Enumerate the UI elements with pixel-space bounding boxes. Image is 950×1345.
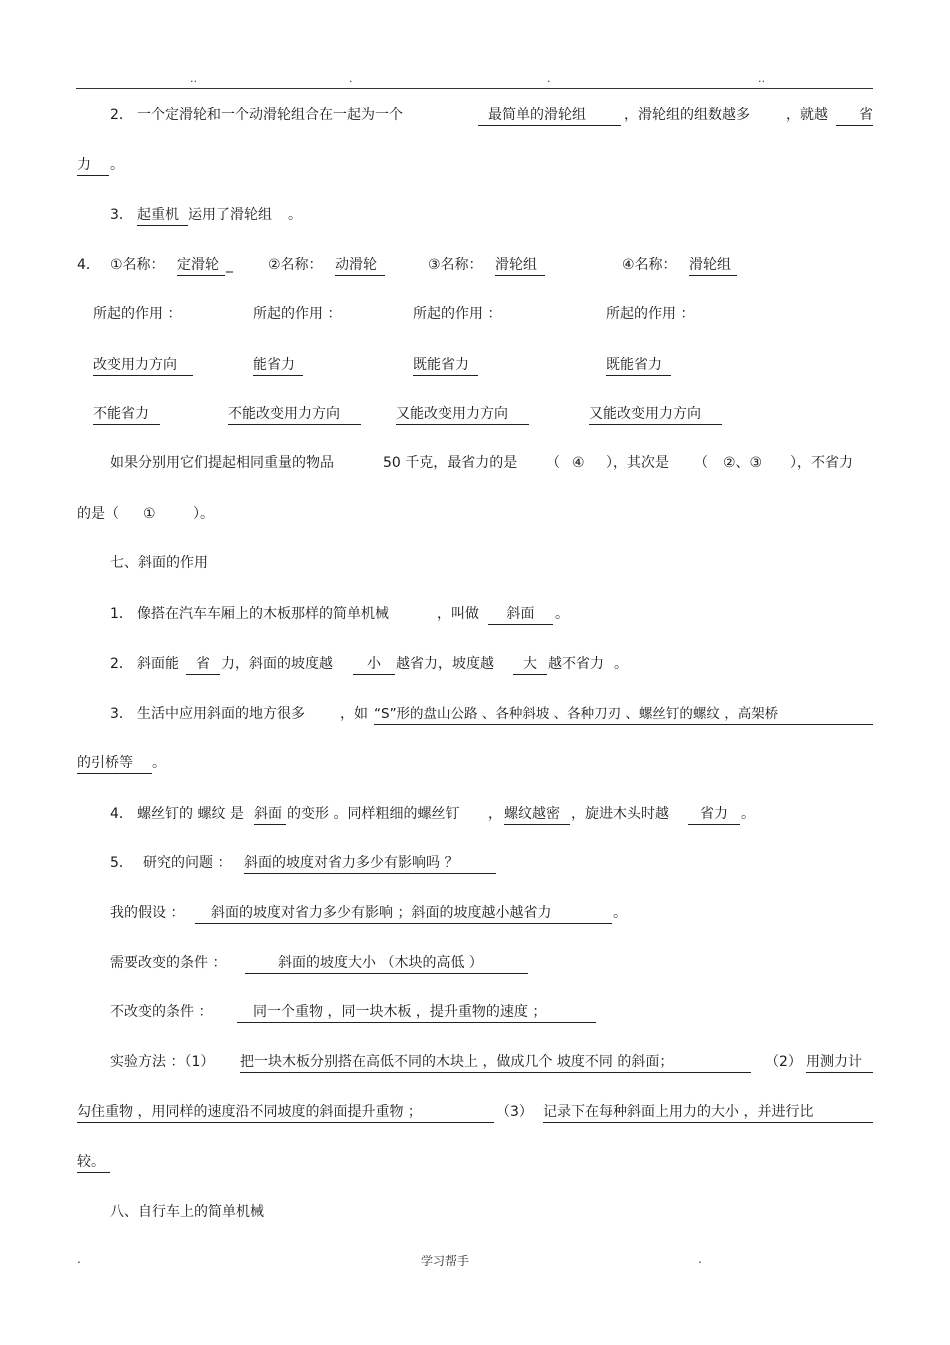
- q4-item-2-name: 动滑轮: [335, 256, 385, 276]
- q4-item-3-name: 滑轮组: [495, 256, 545, 276]
- s7q5-change-label: 需要改变的条件 ：: [110, 955, 227, 971]
- s7q5-question: 斜面的坡度对省力多少有影响吗 ？: [244, 854, 496, 874]
- q4-item-3-role-label: 所起的作用 ：: [413, 306, 502, 322]
- s7q5-method-2a: 用测力计: [806, 1053, 873, 1073]
- q4-answer-next: ②、③: [723, 455, 763, 471]
- q4-item-3-role1: 既能省力: [413, 356, 478, 376]
- header-dot: .: [349, 72, 353, 85]
- q4-follow-text-a: 如果分别用它们提起相同重量的物品: [110, 455, 334, 471]
- s7q1-number: 1．: [110, 606, 133, 622]
- s7q1-answer: 斜面: [488, 605, 553, 625]
- s7q5-hypothesis-label: 我的假设 ：: [110, 905, 185, 921]
- header-rule: [76, 88, 873, 89]
- s7q3-end: 。: [152, 755, 166, 771]
- s7q4-text: 螺丝钉的 螺纹 是: [137, 806, 244, 822]
- q2-end: 。: [110, 157, 124, 173]
- s7q4-text-2: ，旋进木头时越: [571, 806, 669, 822]
- s7q5-change-condition: 斜面的坡度大小 （木块的高低 ）: [245, 954, 528, 974]
- s7q3-answer-2: 的引桥等: [77, 754, 152, 774]
- s7q1-text: 像搭在汽车车厢上的木板那样的简单机械: [137, 606, 389, 622]
- q4-item-3-label: ③名称：: [428, 257, 483, 273]
- q4-item-1-role2: 不能省力: [93, 405, 160, 425]
- s7q5-number: 5．: [110, 855, 133, 871]
- s7q4-text-1: 的变形 。同样粗细的螺丝钉: [287, 806, 460, 822]
- s7q3-text: 生活中应用斜面的地方很多: [137, 706, 305, 722]
- q4-item-4-label: ④名称：: [622, 257, 677, 273]
- s7q3-text-mid: ，如: [340, 706, 368, 722]
- q2-text: 一个定滑轮和一个动滑轮组合在一起为一个: [137, 107, 403, 123]
- q4-item-1-label: ①名称：: [110, 257, 165, 273]
- s7q5-method-2-label: （2）: [765, 1054, 802, 1070]
- q3-end: 。: [288, 207, 302, 223]
- s7q1-text-mid: ，叫做: [437, 606, 479, 622]
- s7q2-text-2: 越省力，坡度越: [396, 656, 494, 672]
- s7q2-text: 斜面能: [137, 656, 179, 672]
- s7q3-answer-1: “S”形的盘山公路 、各种斜坡 、各种刀刃 、螺丝钉的螺纹 ，高架桥: [374, 705, 873, 725]
- s7q2-text-1: 力，斜面的坡度越: [221, 656, 333, 672]
- s7q4-text-1b: ，: [488, 806, 502, 822]
- q2-answer-1: 最简单的滑轮组: [478, 106, 621, 126]
- q4-item-4-role2: 又能改变用力方向: [589, 405, 722, 425]
- s7q2-answer-1: 省: [186, 655, 220, 675]
- s7q2-answer-3: 大: [513, 655, 547, 675]
- s7q5-method-2b: 勾住重物 ，用同样的速度沿不同坡度的斜面提升重物 ；: [77, 1103, 494, 1123]
- q4-paren-close-3: ）。: [193, 506, 214, 522]
- q4-paren-open-2: （: [694, 455, 708, 471]
- s7q2-end: 。: [614, 656, 628, 672]
- q2-answer-2b: 力: [77, 156, 109, 176]
- q3-text: 运用了滑轮组: [188, 207, 272, 223]
- q2-text-mid2: ，就越: [786, 107, 828, 123]
- q2-text-mid: ，滑轮组的组数越多: [624, 107, 750, 123]
- s7q5-hypothesis-end: 。: [613, 905, 627, 921]
- q4-item-1-role-label: 所起的作用 ：: [93, 306, 182, 322]
- q4-paren-close-2: ），不省力: [790, 455, 853, 471]
- s7q5-hypothesis: 斜面的坡度对省力多少有影响 ；斜面的坡度越小越省力: [195, 904, 612, 924]
- s7q4-answer-2: 螺纹越密: [504, 805, 570, 825]
- s7q5-fixed-condition: 同一个重物 ，同一块木板 ，提升重物的速度 ；: [237, 1003, 596, 1023]
- header-dot: .: [547, 72, 551, 85]
- s7q4-number: 4．: [110, 806, 133, 822]
- q4-item-1-role1: 改变用力方向: [93, 356, 193, 376]
- s7q4-answer-1: 斜面: [254, 805, 286, 825]
- q4-paren-close-1: ），其次是: [606, 455, 669, 471]
- header-dot: ..: [190, 72, 197, 85]
- q4-item-4-role1: 既能省力: [606, 356, 671, 376]
- footer-center-text: 学习帮手: [421, 1254, 470, 1268]
- q2-answer-2a: 省: [836, 106, 873, 126]
- s7q1-end: 。: [555, 606, 569, 622]
- q4-number: 4．: [77, 257, 100, 273]
- q4-item-4-name: 滑轮组: [689, 256, 737, 276]
- s7q2-text-3: 越不省力: [548, 656, 604, 672]
- q3-number: 3．: [110, 207, 133, 223]
- s7q2-number: 2．: [110, 656, 133, 672]
- s7q4-end: 。: [741, 806, 755, 822]
- footer-right-dot: .: [698, 1252, 702, 1266]
- s7q5-method-3b: 较。: [77, 1153, 110, 1173]
- q4-item-3-role2: 又能改变用力方向: [396, 405, 529, 425]
- section-7-title: 七、斜面的作用: [110, 555, 208, 571]
- s7q5-method-3-label: （3）: [496, 1104, 533, 1120]
- s7q5-method-1: 把一块木板分别搭在高低不同的木块上 ，做成几个 坡度不同 的斜面；: [240, 1053, 751, 1073]
- q4-item-1-name: 定滑轮: [177, 256, 225, 276]
- q4-item-4-role-label: 所起的作用 ：: [606, 306, 695, 322]
- q4-follow-text-b: 50 千克，最省力的是: [383, 455, 518, 471]
- q4-item-2-role-label: 所起的作用 ：: [253, 306, 342, 322]
- section-8-title: 八、自行车上的简单机械: [110, 1204, 264, 1220]
- s7q3-number: 3．: [110, 706, 133, 722]
- q4-answer-most: ④: [572, 455, 585, 471]
- q4-paren-open-1: （: [546, 455, 560, 471]
- s7q5-fixed-label: 不改变的条件 ：: [110, 1004, 213, 1020]
- header-dot: ..: [758, 72, 765, 85]
- q4-follow2-text: 的是（: [77, 506, 119, 522]
- q4-item-2-role2: 不能改变用力方向: [228, 405, 361, 425]
- q4-item-2-role1: 能省力: [253, 356, 303, 376]
- footer-left-dot: .: [77, 1252, 81, 1266]
- q4-item-1-underscore: _: [226, 257, 233, 273]
- s7q5-question-label: 研究的问题 ：: [143, 855, 232, 871]
- q4-answer-least: ①: [143, 506, 156, 522]
- q2-number: 2．: [110, 107, 133, 123]
- s7q4-answer-3: 省力: [688, 805, 740, 825]
- q3-answer: 起重机: [137, 206, 188, 226]
- s7q5-method-label: 实验方法 ：（1）: [110, 1054, 215, 1070]
- s7q5-method-3a: 记录下在每种斜面上用力的大小 ，并进行比: [543, 1103, 873, 1123]
- q4-item-2-label: ②名称：: [268, 257, 323, 273]
- s7q2-answer-2: 小: [353, 655, 395, 675]
